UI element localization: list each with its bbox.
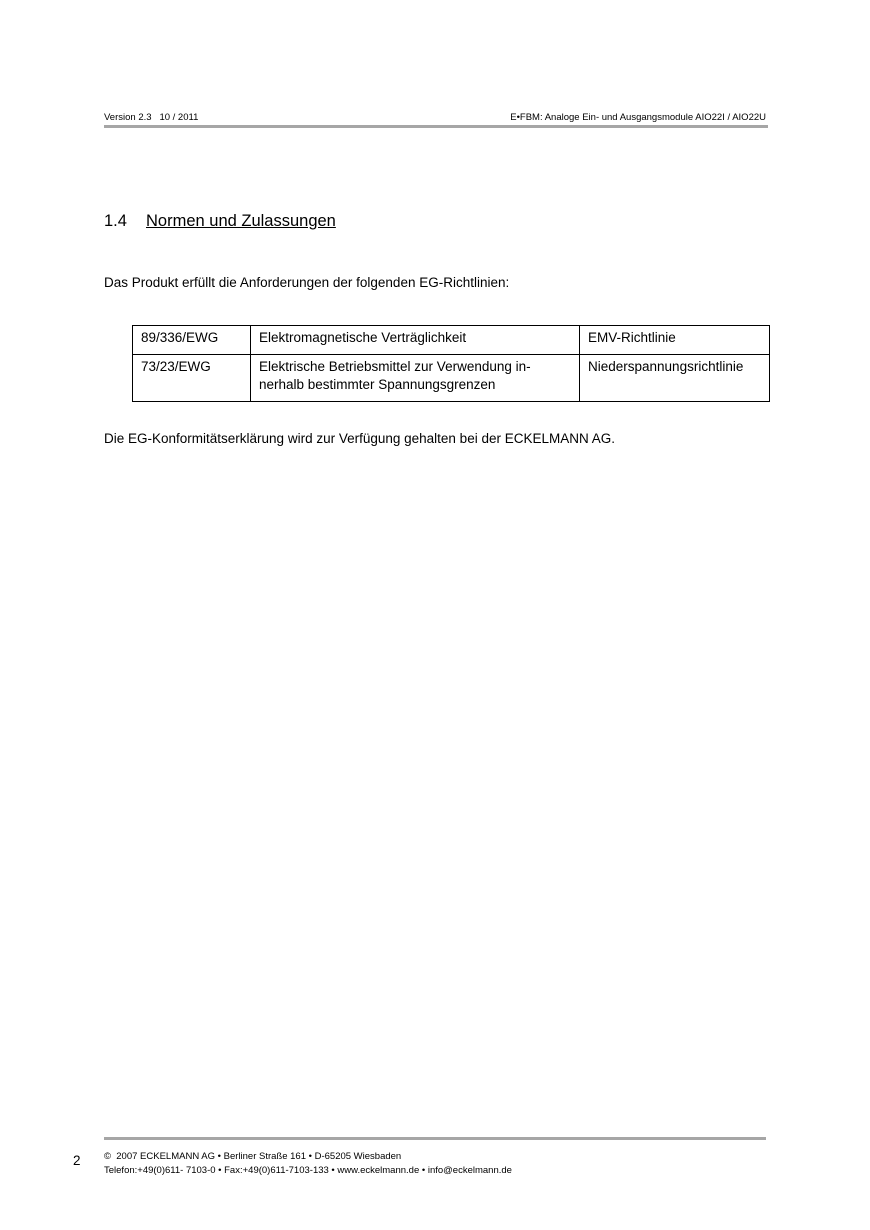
description-line: Elektrische Betriebsmittel zur Verwendung in-: [259, 359, 531, 374]
directive-name-cell: Niederspannungsrichtlinie: [580, 355, 770, 402]
header-version: Version 2.3 10 / 2011: [104, 112, 199, 123]
header-document-title: E•FBM: Analoge Ein- und Ausgangsmodule AIO22I / AIO22U: [510, 112, 766, 123]
footer-divider: [104, 1137, 766, 1140]
table-row: [133, 326, 770, 355]
conformity-statement: Die EG-Konformitätserklärung wird zur Verfügung gehalten bei der ECKELMANN AG.: [104, 431, 615, 446]
section-heading: [104, 212, 336, 231]
footer-address: © 2007 ECKELMANN AG • Berliner Straße 161 • D-65205 Wiesbaden: [104, 1151, 402, 1162]
section-title: Normen und Zulassungen: [146, 212, 336, 230]
directive-code-cell: 73/23/EWG: [133, 355, 251, 402]
directive-name-cell: EMV-Richtlinie: [580, 326, 770, 355]
footer-contact: Telefon:+49(0)611- 7103-0 • Fax:+49(0)611-7103-133 • www.eckelmann.de • info@eckelmann.de: [104, 1165, 512, 1176]
section-number: 1.4: [104, 212, 127, 230]
directive-description-cell: Elektromagnetische Verträglichkeit: [251, 326, 580, 355]
directives-table: [132, 325, 770, 402]
header-divider: [104, 125, 768, 128]
intro-paragraph: Das Produkt erfüllt die Anforderungen der folgenden EG-Richtlinien:: [104, 275, 510, 290]
page-number: 2: [73, 1153, 81, 1168]
directive-code-cell: 89/336/EWG: [133, 326, 251, 355]
description-line: nerhalb bestimmter Spannungsgrenzen: [259, 377, 496, 392]
table-row: [133, 355, 770, 402]
directive-description-cell: [251, 355, 580, 402]
